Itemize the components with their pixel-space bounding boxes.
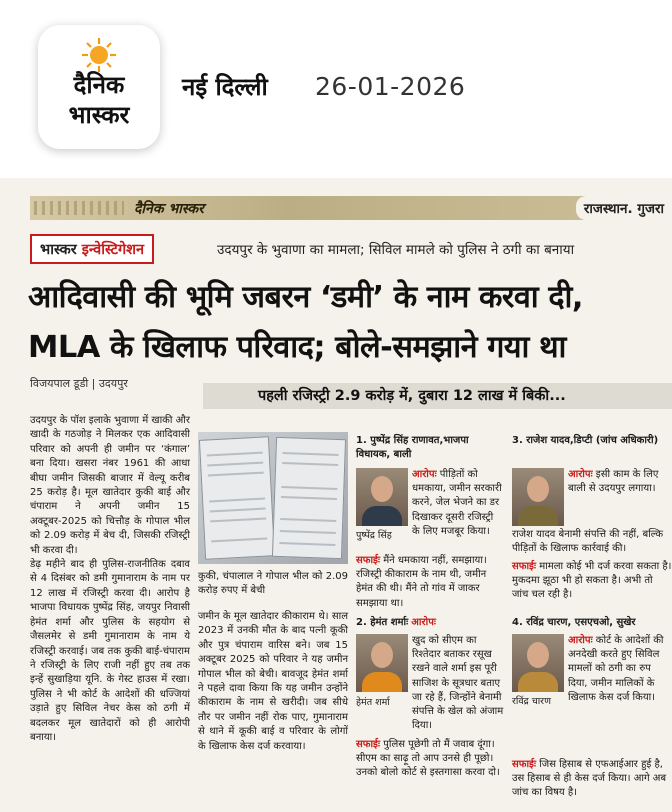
accused-item-2: 2. हेमंत शर्माः आरोपः — [356, 617, 436, 628]
accused-item-4 — [512, 616, 672, 630]
accused-photo-caption: पुष्पेंद्र सिंह — [356, 530, 392, 541]
registry-document — [199, 436, 275, 559]
accused-defense: सफाईः पुलिस पूछेगी तो मैं जवाब दूंगा। सीएम का साढ़ू तो आप उनसे ही पूछो। उनको बोलो कोर्ट से इस्तगासा करवा दो। — [356, 739, 500, 779]
masthead-decoration — [34, 201, 124, 215]
masthead-name: दैनिक भास्कर — [134, 201, 204, 217]
edition-date: 26-01-2026 — [315, 72, 466, 101]
accused-title: 1. पुष्पेंद्र सिंह राणावत,भाजपा विधायक, बाली — [356, 435, 469, 461]
accused-photo — [512, 468, 564, 526]
paragraph: उदयपुर के पॉश इलाके भुवाणा में खाकी और खादी के गठजोड़ ने मिलकर एक आदिवासी परिवार को अपनी ही जमीन पर ‘कंगाल’ बना दिया। खसरा नंबर 1961 की आधा बीघा जमीन जिसकी बाजार में वेल्यू करीब 25 करोड़ है। मूल खातेदार कुकी बाई और चंपाराम ने अपनी जमीन 15 अक्टूबर-2025 को चित्तौड़ के गोपाल भील को 2.09 करोड़ में बेच दी, जिसकी रजिस्ट्री भी करवा दी। — [30, 415, 190, 556]
edition-city: नई दिल्ली — [182, 73, 268, 101]
photo-caption: कुकी, चंपालाल ने गोपाल भील को 2.09 करोड़ रुपए में बेची — [198, 571, 348, 597]
accused-allegation: आरोपः कोर्ट के आदेशों की अनदेखी करते हुए सिविल मामलों को ठगी का रुप दिया, जमीन मालिकों के खिलाफ केस दर्ज किया। — [568, 635, 664, 703]
logo-text-line1: दैनिक — [73, 71, 125, 99]
registry-document — [272, 437, 346, 559]
documents-photo — [198, 432, 348, 564]
accused-title: 3. राजेश यादव,डिप्टी (जांच अधिकारी) — [512, 435, 659, 446]
paragraph: डेढ़ महीने बाद ही पुलिस-राजनीतिक दबाव से 4 दिसंबर को डमी गुमानाराम के नाम पर 12 लाख में रजिस्ट्री करवा दी। आरोप है भाजपा विधायक पुष्पेंद्र सिंह, जयपुर निवासी हेमंत शर्मा और पुलिस के सहयोग से जैसलमेर से डमी गुमानाराम के नाम ये रजिस्ट्री करवाई। जब तक कुकी बाई-चंपाराम ने रजिस्ट्री के लिए राजी नहीं हुए तब तक इन्हें सुखाड़िया यूनि. के गेस्ट हाउस में रखा। पुलिस ने भी कोर्ट के आदेशों की धज्जियां उड़ाते हुए सिविल नेचर केस को ठगी में बदलकर मूल खातेदारों को ही आरोपी बनाया। — [30, 559, 190, 743]
accused-allegation: खुद को सीएम का रिश्तेदार बताकर रसूख रखने वाले शर्मा इस पूरी साजिश के सूत्रधार बताए जा रहे हैं, जिन्होंने बेनामी संपत्ति के खेल को अंजाम दिया। — [412, 635, 504, 732]
accused-defense: सफाईः मैंने धमकाया नहीं, समझाया। रजिस्ट्री कीकाराम के नाम थी, जमीन हेमंत की थी। मैंने तो गांव में जाकर समझाया था। — [356, 555, 487, 609]
accused-photo-caption: रविंद्र चारण — [512, 696, 551, 707]
accused-title: 4. रविंद्र चारण, एसएचओ, सुखेर — [512, 617, 636, 628]
accused-defense: सफाईः जिस हिसाब से एफआईआर हुई है, उस हिसाब से ही केस दर्ज किया। आगे अब जांच का विषय है। — [512, 759, 667, 799]
accused-defense: सफाईः मामला कोई भी दर्ज करवा सकता है। मुकदमा झूठा भी हो सकता है। अभी तो जांच चल रही है। — [512, 561, 672, 601]
accused-title: 2. हेमंत शर्माः — [356, 617, 409, 628]
accused-photo — [356, 634, 408, 692]
kicker-label: इन्वेस्टिगेशन — [81, 242, 145, 258]
article-column-1 — [30, 414, 190, 745]
accused-item-3 — [512, 434, 672, 448]
accused-photo — [512, 634, 564, 692]
kicker-brand: भास्कर — [40, 242, 77, 258]
accused-allegation: आरोपः पीड़ितों को धमकाया, जमीन सरकारी करने, जेल भेजने का डर दिखाकर दूसरी रजिस्ट्री के लिए मजबूर किया। — [412, 469, 502, 537]
newspaper-clipping — [0, 178, 672, 812]
subheadline: पहली रजिस्ट्री 2.9 करोड़ में, दुबारा 12 लाख में बिकी... — [258, 388, 566, 404]
accused-photo-caption: हेमंत शर्मा — [356, 697, 390, 708]
newspaper-masthead — [30, 196, 672, 220]
dainik-bhaskar-logo[interactable] — [38, 25, 160, 149]
masthead-region: राजस्थान. गुजरा — [576, 196, 672, 220]
article-column-2: जमीन के मूल खातेदार कीकाराम थे। साल 2023 में उनकी मौत के बाद पत्नी कूकी और पुत्र चंपाराम वारिस बने। जब 15 अक्टूबर 2025 को परिवार ने यह जमीन गोपाल भील को बेची। बावजूद हेमंत शर्मा ने पहले दावा किया कि यह जमीन उन्होंने कीकाराम के नाम से खरीदी। जब सीधे तौर पर जमीन नहीं रोक पाए, गुमानाराम से थाने में कूकी बाई व परिवार के लोगों के खिलाफ केस दर्ज करवाया। — [198, 611, 348, 752]
byline: विजयपाल डूडी | उदयपुर — [30, 377, 128, 390]
accused-extra: राजेश यादव बेनामी संपत्ति की नहीं, बल्कि पीड़ितों के खिलाफ कार्रवाई की। — [512, 529, 663, 555]
share-header — [0, 0, 672, 178]
investigation-kicker — [30, 234, 154, 264]
headline-line2: MLA के खिलाफ परिवाद; बोले-समझाने गया था — [28, 330, 566, 365]
logo-text-line2: भास्कर — [68, 101, 130, 129]
accused-item-1 — [356, 434, 504, 462]
headline-line1: आदिवासी की भूमि जबरन ‘डमी’ के नाम करवा दी, — [28, 280, 583, 315]
accused-allegation: आरोपः इसी काम के लिए बाली से उदयपुर लगाया। — [568, 469, 659, 495]
sun-icon — [81, 37, 117, 73]
kicker-text: उदयपुर के भुवाणा का मामला; सिविल मामले को पुलिस ने ठगी का बनाया — [217, 242, 575, 258]
accused-photo — [356, 468, 408, 526]
